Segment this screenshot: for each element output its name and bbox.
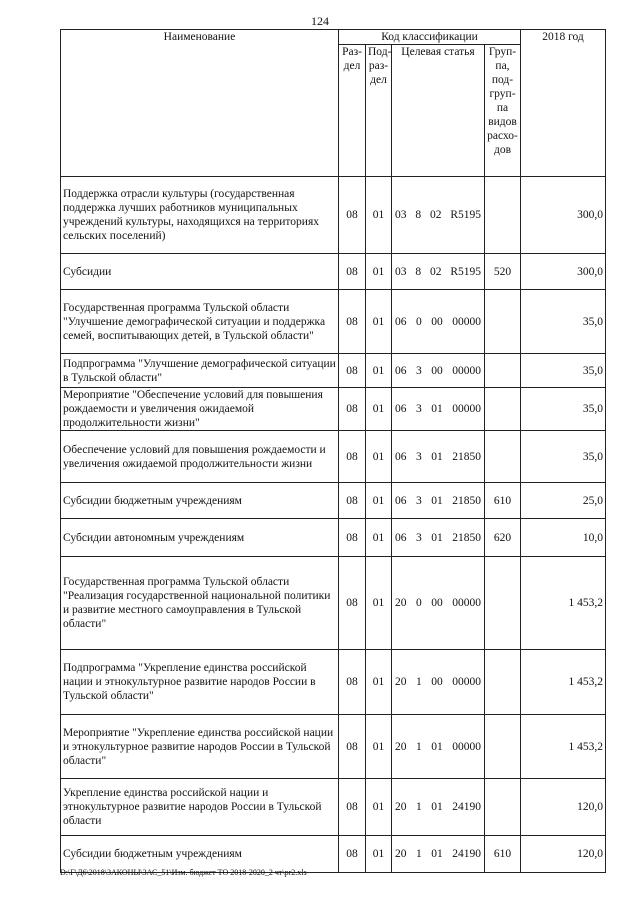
target-part: 3 xyxy=(416,364,422,377)
target-part: 00000 xyxy=(452,597,481,609)
target-part: 02 xyxy=(429,265,442,278)
row-group xyxy=(485,650,521,715)
row-target xyxy=(392,483,485,519)
table-body xyxy=(61,177,606,873)
row-target xyxy=(392,290,485,354)
row-razdel: 08 xyxy=(339,177,366,254)
row-sum: 35,0 xyxy=(521,388,606,431)
target-part: 1 xyxy=(416,848,422,860)
row-sum: 1 453,2 xyxy=(521,715,606,779)
target-part: 21850 xyxy=(452,531,481,544)
row-target xyxy=(392,519,485,557)
row-razdel: 08 xyxy=(339,557,366,650)
target-part: 1 xyxy=(416,676,422,688)
target-part: 24190 xyxy=(452,848,481,860)
row-razdel: 08 xyxy=(339,650,366,715)
row-group: 520 xyxy=(485,254,521,290)
row-razdel: 08 xyxy=(339,483,366,519)
table-row xyxy=(61,177,606,254)
target-part: R5195 xyxy=(450,265,481,278)
target-part: 00000 xyxy=(452,315,481,328)
target-part: 0 xyxy=(416,597,422,609)
row-razdel: 08 xyxy=(339,290,366,354)
target-part: 21850 xyxy=(452,450,481,463)
table-row xyxy=(61,388,606,431)
row-name: Государственная программа Тульской области "Улучшение демографической ситуации и поддержка семей, воспитывающих детей, в Тульской области" xyxy=(61,290,339,354)
target-part: 20 xyxy=(395,740,407,753)
row-name: Субсидии автономным учреждениям xyxy=(61,519,339,557)
row-name: Укрепление единства российской нации и этнокультурное развитие народов России в Тульской области xyxy=(61,779,339,836)
row-name: Субсидии бюджетным учреждениям xyxy=(61,483,339,519)
row-sum: 35,0 xyxy=(521,354,606,388)
table-row xyxy=(61,650,606,715)
target-part: 03 xyxy=(395,265,407,278)
target-part: 06 xyxy=(395,364,407,377)
row-podrazdel: 01 xyxy=(366,715,392,779)
row-target xyxy=(392,254,485,290)
target-part: 20 xyxy=(395,597,407,609)
target-part: R5195 xyxy=(450,209,481,221)
target-part: 01 xyxy=(431,740,443,753)
row-target xyxy=(392,354,485,388)
row-target xyxy=(392,836,485,873)
row-target xyxy=(392,388,485,431)
target-part: 06 xyxy=(395,531,407,544)
file-path-footer: D:\Г\Д6\2018\ЗАКОНЫ\ЗАС_51\Изм. бюджет ТО 2018-2020_2 чт\pr2.xls xyxy=(60,868,307,877)
header-target: Целевая статья xyxy=(392,45,485,177)
target-part: 03 xyxy=(395,209,407,221)
target-part: 00000 xyxy=(452,403,481,415)
row-name: Подпрограмма "Улучшение демографической ситуации в Тульской области" xyxy=(61,354,339,388)
target-part: 01 xyxy=(431,848,443,860)
row-name: Государственная программа Тульской области "Реализация государственной национальной политики и развитие местного самоуправления в Тульской области" xyxy=(61,557,339,650)
table-row xyxy=(61,254,606,290)
row-razdel: 08 xyxy=(339,519,366,557)
row-podrazdel: 01 xyxy=(366,388,392,431)
target-part: 8 xyxy=(415,209,422,221)
budget-table xyxy=(60,29,606,873)
row-target xyxy=(392,715,485,779)
table-row xyxy=(61,354,606,388)
table-row xyxy=(61,519,606,557)
target-part: 06 xyxy=(395,315,407,328)
target-part: 8 xyxy=(415,265,422,278)
table-row xyxy=(61,836,606,873)
target-part: 3 xyxy=(416,494,422,507)
table-row xyxy=(61,431,606,483)
header-podrazdel: Под-раз-дел xyxy=(366,45,392,177)
row-target xyxy=(392,779,485,836)
row-sum: 300,0 xyxy=(521,254,606,290)
row-podrazdel: 01 xyxy=(366,483,392,519)
row-target xyxy=(392,557,485,650)
target-part: 0 xyxy=(416,315,422,328)
row-name: Поддержка отрасли культуры (государственная поддержка лучших работников муниципальных учреждений культуры, находящихся на территориях сельских поселений) xyxy=(61,177,339,254)
target-part: 06 xyxy=(395,494,407,507)
row-group xyxy=(485,290,521,354)
row-razdel: 08 xyxy=(339,254,366,290)
row-sum: 120,0 xyxy=(521,779,606,836)
row-sum: 120,0 xyxy=(521,836,606,873)
target-part: 01 xyxy=(431,403,443,415)
table-row xyxy=(61,557,606,650)
page-number: 124 xyxy=(311,14,329,28)
row-name: Субсидии xyxy=(61,254,339,290)
row-podrazdel: 01 xyxy=(366,650,392,715)
row-sum: 35,0 xyxy=(521,290,606,354)
row-razdel: 08 xyxy=(339,715,366,779)
target-part: 20 xyxy=(395,848,407,860)
target-part: 06 xyxy=(395,403,407,415)
row-target xyxy=(392,431,485,483)
header-year: 2018 год xyxy=(521,30,606,177)
row-razdel: 08 xyxy=(339,354,366,388)
target-part: 00 xyxy=(431,676,443,688)
row-podrazdel: 01 xyxy=(366,557,392,650)
target-part: 01 xyxy=(431,450,443,463)
row-podrazdel: 01 xyxy=(366,177,392,254)
row-sum: 25,0 xyxy=(521,483,606,519)
row-name: Субсидии бюджетным учреждениям xyxy=(61,836,339,873)
header-code: Код классификации xyxy=(339,30,521,45)
row-target xyxy=(392,650,485,715)
target-part: 01 xyxy=(431,531,443,544)
row-group xyxy=(485,779,521,836)
table-row xyxy=(61,715,606,779)
row-name: Подпрограмма "Укрепление единства российской нации и этнокультурное развитие народов России в Тульской области" xyxy=(61,650,339,715)
target-part: 20 xyxy=(395,676,407,688)
target-part: 01 xyxy=(431,801,443,813)
table-row xyxy=(61,483,606,519)
row-sum: 35,0 xyxy=(521,431,606,483)
target-part: 00000 xyxy=(452,676,481,688)
header-razdel: Раз-дел xyxy=(339,45,366,177)
row-sum: 300,0 xyxy=(521,177,606,254)
row-name: Мероприятие "Укрепление единства российской нации и этнокультурное развитие народов России в Тульской области" xyxy=(61,715,339,779)
row-podrazdel: 01 xyxy=(366,254,392,290)
row-group xyxy=(485,431,521,483)
row-podrazdel: 01 xyxy=(366,290,392,354)
row-group: 610 xyxy=(485,483,521,519)
row-podrazdel: 01 xyxy=(366,354,392,388)
target-part: 00000 xyxy=(452,364,481,377)
row-razdel: 08 xyxy=(339,388,366,431)
row-name: Мероприятие "Обеспечение условий для повышения рождаемости и увеличения ожидаемой продолжительности жизни" xyxy=(61,388,339,431)
row-sum: 10,0 xyxy=(521,519,606,557)
target-part: 3 xyxy=(416,403,422,415)
row-group xyxy=(485,715,521,779)
row-name: Обеспечение условий для повышения рождаемости и увеличения ожидаемой продолжительности жизни xyxy=(61,431,339,483)
target-part: 00 xyxy=(431,364,443,377)
target-part: 3 xyxy=(416,450,422,463)
row-group xyxy=(485,388,521,431)
target-part: 20 xyxy=(395,801,407,813)
target-part: 1 xyxy=(416,740,422,753)
row-group xyxy=(485,177,521,254)
target-part: 24190 xyxy=(452,801,481,813)
row-group xyxy=(485,557,521,650)
table-row xyxy=(61,779,606,836)
row-podrazdel: 01 xyxy=(366,779,392,836)
target-part: 02 xyxy=(429,209,442,221)
row-group xyxy=(485,354,521,388)
header-group: Груп-па, под-груп-па видов расхо-дов xyxy=(485,45,521,177)
row-razdel: 08 xyxy=(339,836,366,873)
row-podrazdel: 01 xyxy=(366,519,392,557)
target-part: 1 xyxy=(416,801,422,813)
target-part: 21850 xyxy=(452,494,481,507)
target-part: 3 xyxy=(416,531,422,544)
target-part: 06 xyxy=(395,450,407,463)
target-part: 00 xyxy=(431,315,443,328)
row-sum: 1 453,2 xyxy=(521,650,606,715)
row-podrazdel: 01 xyxy=(366,431,392,483)
target-part: 01 xyxy=(431,494,443,507)
row-target xyxy=(392,177,485,254)
row-group: 620 xyxy=(485,519,521,557)
row-razdel: 08 xyxy=(339,779,366,836)
header-name: Наименование xyxy=(61,30,339,177)
target-part: 00 xyxy=(431,597,443,609)
row-group: 610 xyxy=(485,836,521,873)
row-razdel: 08 xyxy=(339,431,366,483)
row-podrazdel: 01 xyxy=(366,836,392,873)
target-part: 00000 xyxy=(452,740,481,753)
table-row xyxy=(61,290,606,354)
row-sum: 1 453,2 xyxy=(521,557,606,650)
